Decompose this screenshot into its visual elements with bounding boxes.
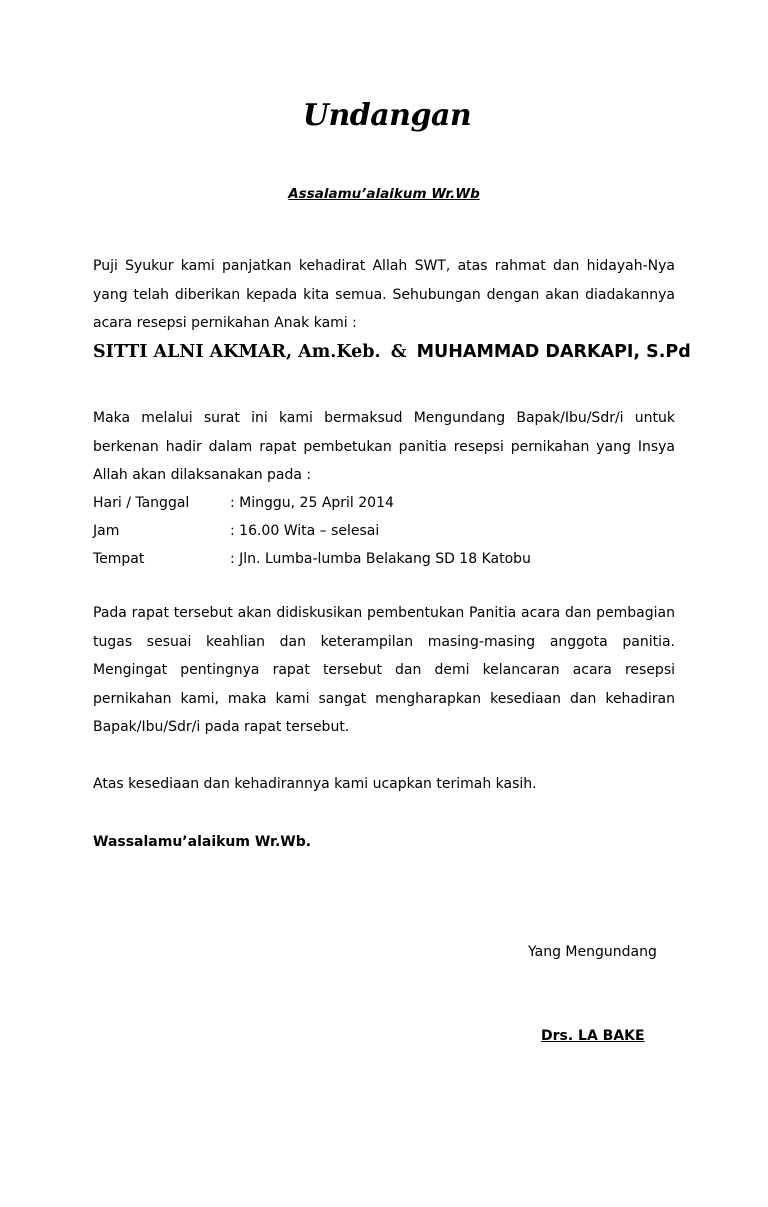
detail-value: : Minggu, 25 April 2014: [230, 495, 394, 511]
bride-name: SITTI ALNI AKMAR, Am.Keb.: [93, 342, 381, 362]
document-title: Undangan: [302, 98, 472, 133]
detail-value: : Jln. Lumba-lumba Belakang SD 18 Katobu: [230, 551, 531, 567]
groom-name: MUHAMMAD DARKAPI, S.Pd: [416, 342, 691, 362]
signature-label: Yang Mengundang: [528, 944, 657, 960]
detail-label: Jam: [93, 523, 120, 539]
detail-row-time: [93, 517, 379, 546]
purpose-line-2: berkenan hadir dalam rapat pembetukan panitia resepsi pernikahan yang Insya: [93, 438, 675, 455]
detail-label: Tempat: [93, 551, 145, 567]
purpose-line-1: Maka melalui surat ini kami bermaksud Mengundang Bapak/Ibu/Sdr/i untuk: [93, 410, 675, 426]
purpose-line-3: Allah akan dilaksanakan pada :: [93, 467, 312, 483]
signature-name: Drs. LA BAKE: [541, 1028, 645, 1044]
detail-row-date: [93, 489, 394, 518]
thanks-paragraph: Atas kesediaan dan kehadirannya kami ucapkan terimah kasih.: [93, 776, 537, 792]
detail-value: : 16.00 Wita – selesai: [230, 523, 380, 539]
closing-greeting: Wassalamu’alaikum Wr.Wb.: [93, 834, 312, 850]
purpose-paragraph: [93, 404, 675, 490]
intro-paragraph: Puji Syukur kami panjatkan kehadirat Allah SWT, atas rahmat dan hidayah-Nya yang telah diberikan kepada kita semua. Sehubungan dengan akan diadakannya acara resepsi pernikahan Anak kami :: [93, 258, 675, 331]
couple-names: [93, 342, 691, 362]
names-ampersand: &: [390, 342, 407, 362]
detail-row-place: [93, 545, 531, 574]
opening-greeting: Assalamu’alaikum Wr.Wb: [288, 186, 480, 202]
detail-label: Hari / Tanggal: [93, 495, 190, 511]
meeting-paragraph: Pada rapat tersebut akan didiskusikan pembentukan Panitia acara dan pembagian tugas sesuai keahlian dan keterampilan masing-masing anggota panitia. Mengingat pentingnya rapat tersebut dan demi kelancaran acara resepsi pernikahan kami, maka kami sangat mengharapkan kesediaan dan kehadiran Bapak/Ibu/Sdr/i pada rapat tersebut.: [93, 605, 675, 735]
